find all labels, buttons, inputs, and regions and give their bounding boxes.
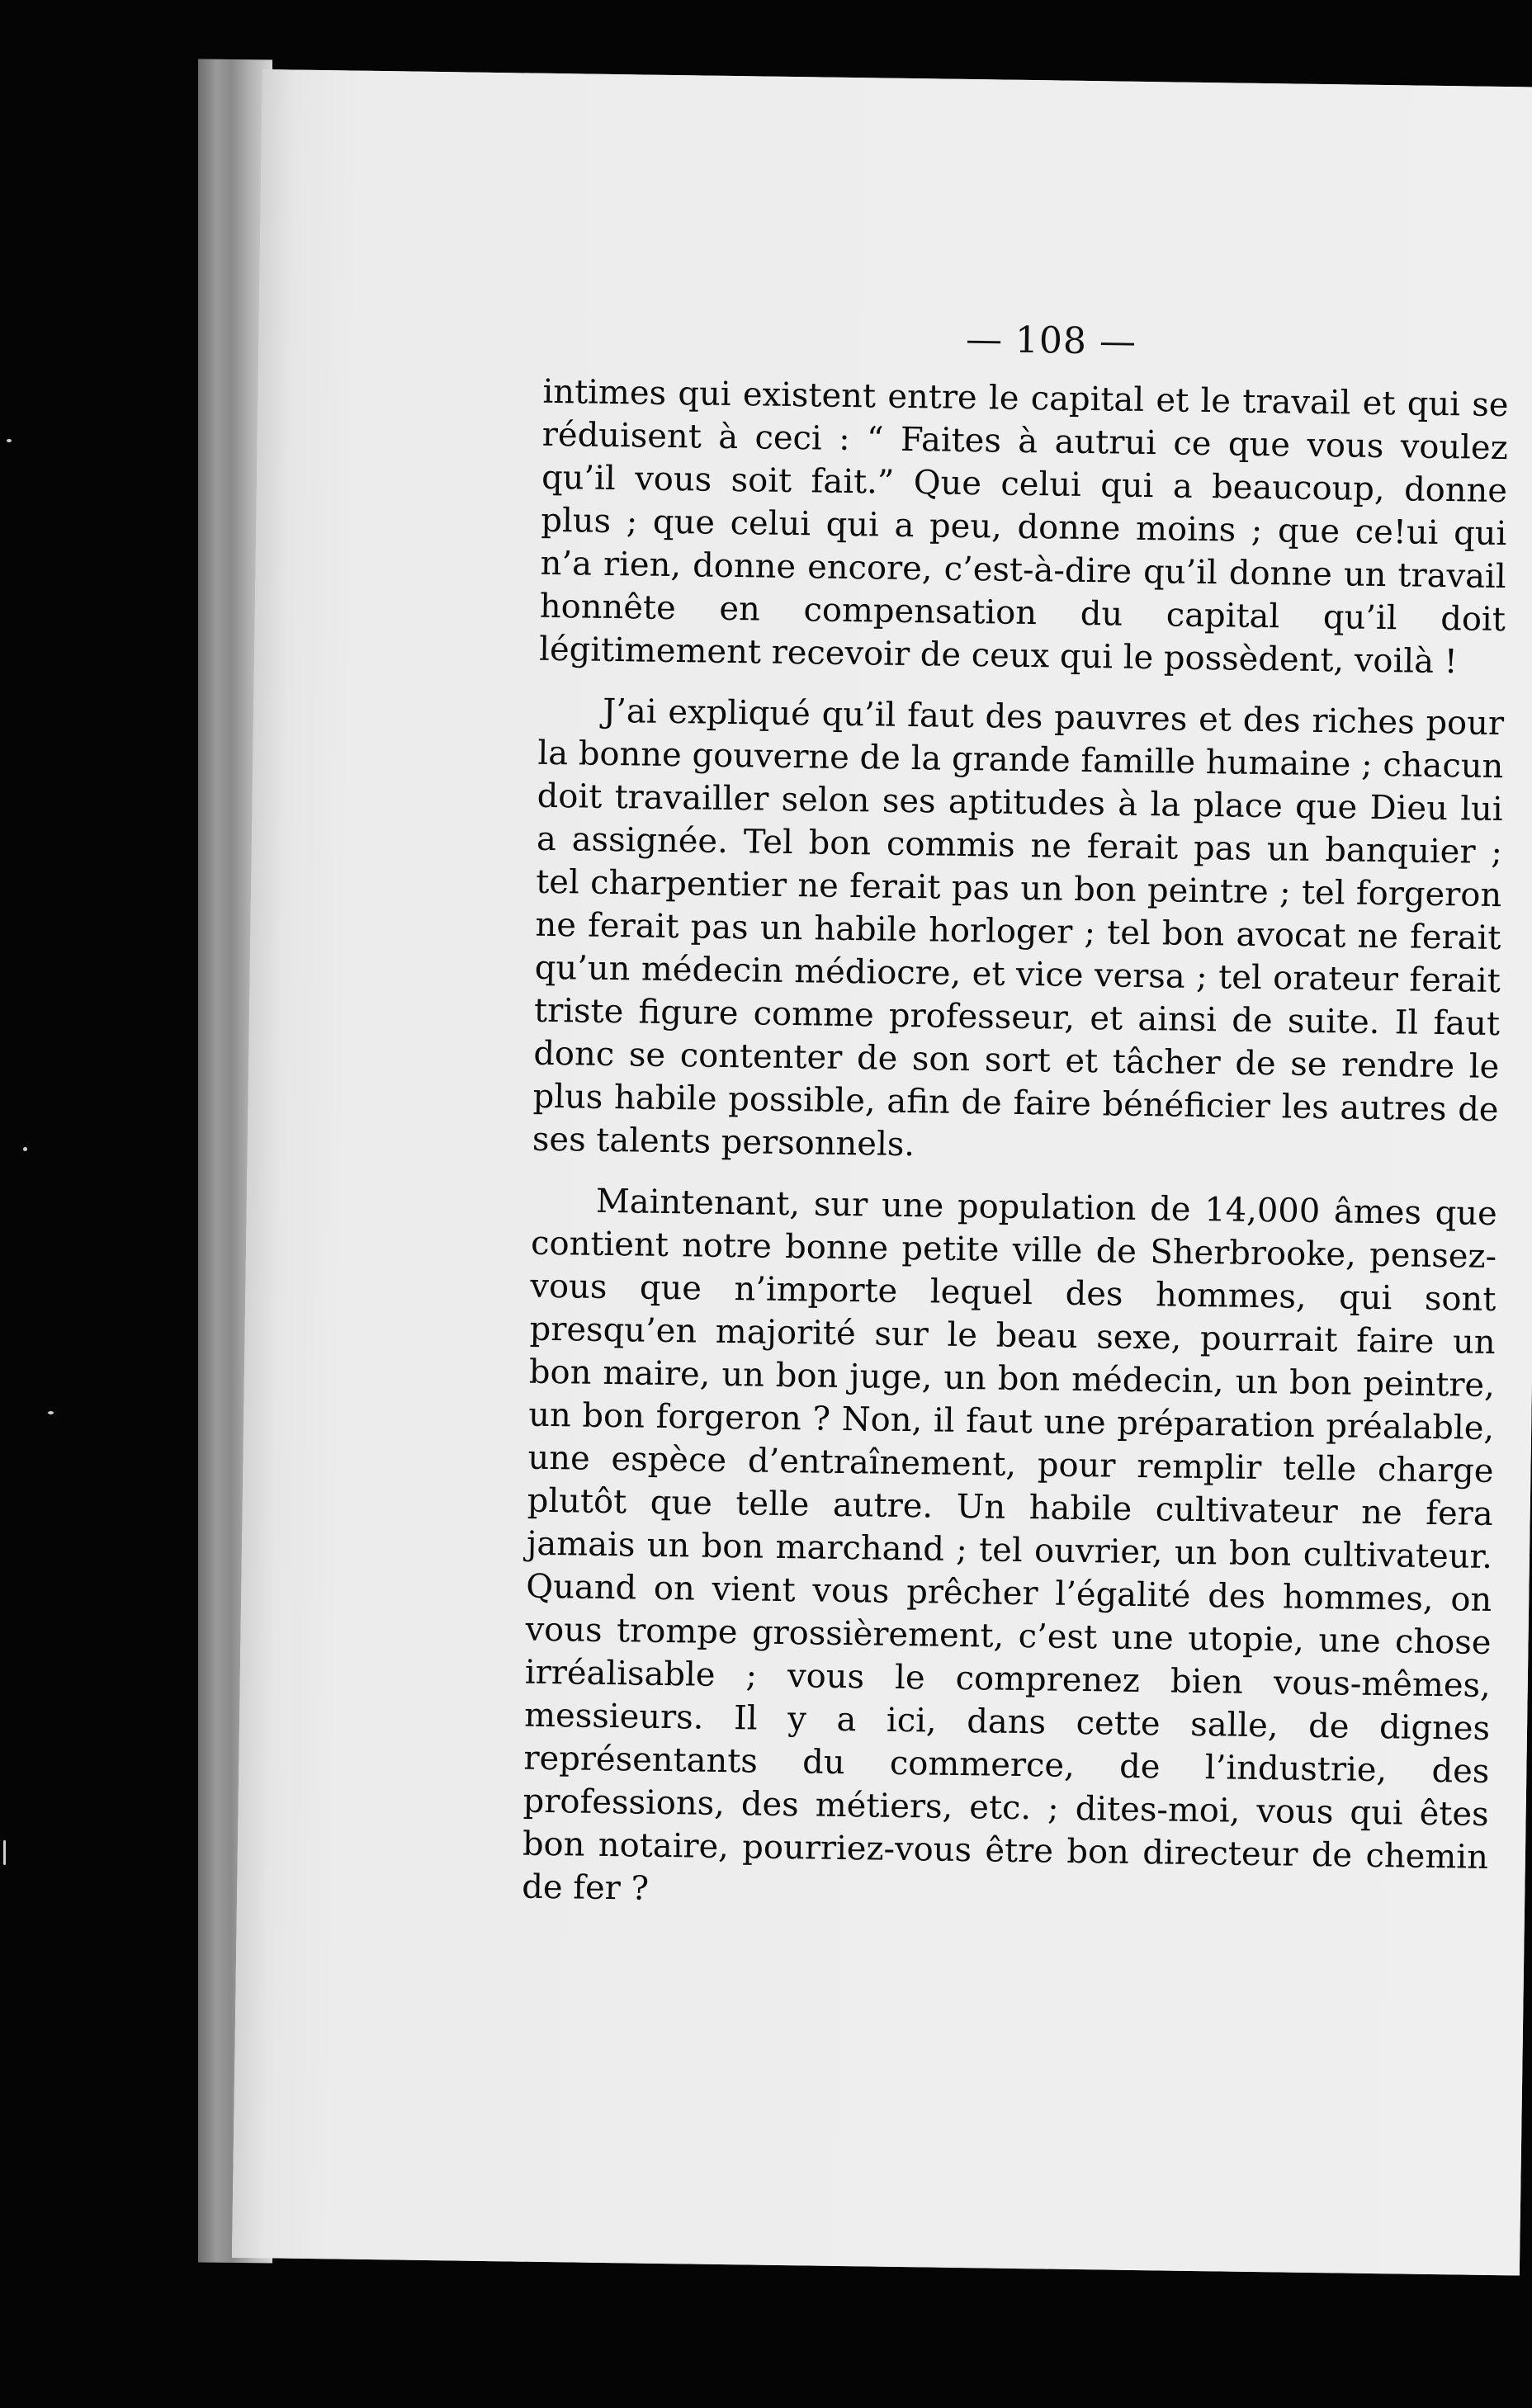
- page-number: — 108 —: [965, 318, 1137, 363]
- page-body-text: [522, 371, 1509, 1940]
- scan-speck: [23, 1147, 27, 1151]
- scan-speck: [7, 439, 12, 442]
- scan-speck: [48, 1411, 54, 1414]
- book-page: [232, 69, 1532, 2276]
- paragraph-2: J’ai expliqué qu’il faut des pauvres et des riches pour la bonne gouverne de la grande famille humaine ; chacun doit travailler selon ses aptitudes à la place que Dieu lui a assignée. Tel bon commis ne ferait pas un banquier ; tel charpentier ne ferait pas un bon peintre ; tel forgeron ne ferait pas un habile horloger ; tel bon avocat ne ferait qu’un médecin médiocre, et vice versa ; tel orateur ferait triste figure comme professeur, et ainsi de suite. Il faut donc se contenter de son sort et tâcher de se rendre le plus habile possible, afin de faire bénéficier les autres de ses talents personnels.: [532, 692, 1505, 1164]
- paragraph-1: intimes qui existent entre le capital et le travail et qui se réduisent à ceci : “ Faites à autrui ce que vous voulez qu’il vous soit fait.” Que celui qui a beaucoup, donne plus ; que celui qui a peu, donne moins ; que ce!ui qui n’a rien, donne encore, c’est-à-dire qu’il donne un travail honnête en compensation du capital qu’il doit légitimement recevoir de ceux qui le possèdent, voilà !: [538, 372, 1509, 682]
- scan-speck: [3, 1840, 6, 1865]
- paragraph-3: Maintenant, sur une population de 14,000 âmes que contient notre bonne petite ville de Sherbrooke, pensez-vous que n’importe lequel des hommes, qui sont presqu’en majorité sur le beau sexe, pourrait faire un bon maire, un bon juge, un bon médecin, un bon peintre, un bon forgeron ? Non, il faut une préparation préalable, une espèce d’entraînement, pour remplir telle charge plutôt que telle autre. Un habile cultivateur ne fera jamais un bon marchand ; tel ouvrier, un bon cultivateur. Quand on vient vous prêcher l’égalité des hommes, on vous trompe grossièrement, c’est une utopie, une chose irréalisable ; vous le comprenez bien vous-mêmes, messieurs. Il y a ici, dans cette salle, de dignes représentants du commerce, de l’industrie, des professions, des métiers, etc. ; dites-moi, vous qui êtes bon notaire, pourriez-vous être bon directeur de chemin de fer ?: [521, 1182, 1498, 1908]
